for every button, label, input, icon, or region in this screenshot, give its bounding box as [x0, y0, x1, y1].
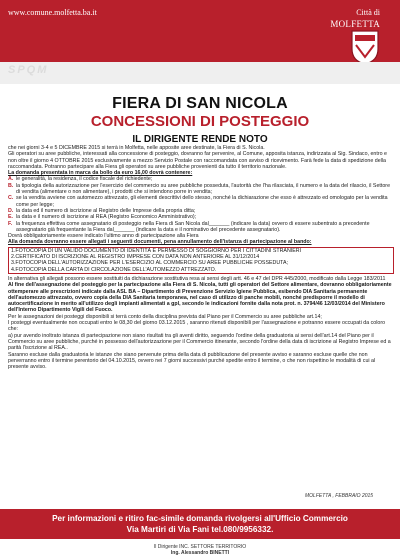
alternative-paragraph: In alternativa gli allegati possono essere sostituiti da dichiarazione sostitutiva resa ai sensi degli artt. 46 e 47 del DPR 445/2000, modificato dalla Legge 183/2011	[8, 275, 386, 282]
requirements-list	[8, 176, 394, 233]
list-item-key: C.	[8, 195, 14, 202]
ranking-paragraph: Saranno escluse dalla graduatoria le istanze che siano pervenute prima della data di pubblicazione del presente avviso e saranno escluse quelle che non perverranno entro il termine perentorio del 04.10.2015, ovvero nei 7 giorni successivi purché spedite entro il termine, o che non rispettino le modalità di cui al presente avviso.	[8, 351, 376, 371]
list-item-text: la frequenza effettiva come assegnatario di posteggio nella Fiera di San Nicola dal_______ (indicare la data) ovvero di essere subentrato a precedente assegnatario già frequentante la Fiera dal_______ (indicare la data e il nominativo del precedente assegnatario).	[16, 220, 370, 233]
document-item: 3.FOTOCOPIA DELL'AUTORIZZAZIONE PER L'ESERCIZIO AL COMMERCIO SU AREE PUBBLICHE POSSEDUTA;	[11, 260, 289, 267]
criteria-paragraph: Per le assegnazioni dei posteggi disponibili si terrà conto della disciplina prevista dal Piano per il Commercio su aree pubbliche art.14;	[8, 313, 322, 320]
watermark-text: SPQM	[8, 64, 49, 76]
list-item-text: la data ed il numero di iscrizione al Registro delle Imprese della propria ditta;	[16, 207, 196, 214]
attachments-heading: Alla domanda dovranno essere allegati i seguenti documenti, pena annullamento dell'istanza di partecipazione al bando:	[8, 239, 312, 246]
decorative-band	[0, 62, 400, 84]
list-item-text: se la vendita avviene con automezzo attrezzato, gli elementi descrittivi dello stesso, nonché la dichiarazione che esso è attrezzato ed omologato per la vendita come per legge;	[16, 195, 388, 208]
document-item: 2.CERTIFICATO DI ISCRIZIONE AL REGISTRO IMPRESE CON DATA NON ANTERIORE AL 31/12/2014	[11, 254, 260, 261]
footer-line-1: Per informazioni e ritiro fac-simile domanda rivolgersi all'Ufficio Commercio	[52, 514, 348, 523]
list-item-key: F.	[8, 220, 13, 227]
requirements-heading: La domanda presentata in marca da bollo da euro 16,00 dovrà contenere:	[8, 170, 193, 177]
document-body	[8, 145, 394, 370]
list-item-key: B.	[8, 182, 14, 189]
document-item: 4.FOTOCOPIA DELLA CARTA DI CIRCOLAZIONE DELL'AUTOMEZZO ATTREZZATO.	[11, 266, 217, 273]
condition-a-paragraph: a) pur avendo inoltrato istanza di partecipazione non siano risultati tra gli aventi diritto, seguendo l'ordine della graduatoria ai sensi dell'art.14 del Piano per il Commercio su aree pubbliche, purché in possesso dell'autorizzazione per il Commercio itinerante, secondo l'ordine della data di iscrizione al Registro Imprese ed a parità l'iscrizione al REA..	[8, 332, 391, 352]
list-item-text: la tipologia della autorizzazione per l'esercizio del commercio su aree pubbliche posseduta, l'autorità che l'ha rilasciata, il numero e la data del rilascio, il Settore di vendita (alimentare o non alimentare), i prodotti che si intendono porre in vendita;	[16, 182, 391, 196]
assignment-paragraph: Al fine dell'assegnazione del posteggio per la partecipazione alla Fiera di S. Nicola, tutti gli operatori del Settore alimentare, dovranno obbligatoriamente ottemperare alle prescrizioni indicate dalla ASL BA – Dipartimento di Prevenzione Servizio Igiene Pubblica, esibendo DIA Sanitaria permanente dell'automezzo attrezzato, ovvero copia della DIA Sanitaria temporanea, nel caso di utilizzo di panche mobili, nonché predisporre il modello di autocertificazione in merito all'utilizzo degli impianti alimentati a gpl, secondo le indicazioni fornite dalla nota prot. n. 3794/46 12/03/2014 del Ministero dell'Interno Dipartimento Vigili del Fuoco.	[8, 282, 392, 314]
list-item-key: E.	[8, 214, 14, 221]
instructions-paragraph: Gli operatori su aree pubbliche, interessati alla concessione di posteggio, dovranno far pervenire, al Comune, apposita istanza, indirizzata al Sig. Sindaco, entro e non oltre il giorno 4 OTTOBRE 2015 esclusivamente a mezzo Servizio Postale con raccomandata con avviso di ricevimento. Farà fede la data di spedizione della raccomandata. Potranno partecipare alla Fiera gli operatori su aree pubbliche provenienti da tutto il territorio nazionale.	[8, 151, 387, 170]
list-item-key: D.	[8, 207, 14, 214]
obligation-paragraph: Dovrà obbligatoriamente essere indicato l'ultimo anno di partecipazione alla Fiera	[8, 233, 199, 240]
list-item	[8, 183, 394, 196]
list-item-key: A.	[8, 176, 14, 183]
website-url[interactable]: www.comune.molfetta.ba.it	[8, 8, 97, 17]
list-item-text: le generalità, la residenza, il codice fiscale del richiedente;	[16, 176, 153, 183]
city-crest-icon	[350, 29, 380, 65]
director-name: Ing. Alessandro BINETTI	[170, 550, 230, 556]
city-name: MOLFETTA	[330, 19, 380, 29]
info-footer	[0, 509, 400, 539]
list-item	[8, 221, 394, 234]
page-subtitle: CONCESSIONI DI POSTEGGIO	[90, 113, 310, 130]
list-item-text: la data e il numero di iscrizione al REA (Registro Economico Amministrativo);	[16, 214, 197, 221]
header-bar	[0, 0, 400, 62]
city-label: Città di	[356, 8, 380, 17]
documents-box	[8, 247, 394, 274]
list-item	[8, 195, 394, 208]
footer-line-2: Via Martiri di Via Fani tel.080/9956332.	[126, 524, 274, 534]
director-title: Il Dirigente INC. SETTORE TERRITORIO	[153, 544, 247, 550]
signature-date: MOLFETTA , FEBBRAIO 2015	[305, 493, 374, 499]
notice-heading: IL DIRIGENTE RENDE NOTO	[132, 134, 268, 145]
document-item: 1.FOTOCOPIA DI UN VALIDO DOCUMENTO DI IDENTITÀ E PERMESSO DI SOGGIORNO PER I CITTADINI STRANIERI	[11, 247, 302, 254]
page-title: FIERA DI SAN NICOLA	[112, 95, 288, 112]
director-signature	[0, 544, 400, 556]
intro-paragraph: che nei giorni 3-4 e 5 DICEMBRE 2015 si terrà in Molfetta, nelle apposite aree destinate, la Fiera di S. Nicola.	[8, 145, 265, 151]
unoccupied-paragraph: I posteggi eventualmente non occupati entro le 08,30 del giorno 03.12.2015 , saranno ritenuti disponibili per l'assegnazione e potranno essere occupati da coloro che:	[8, 320, 386, 333]
